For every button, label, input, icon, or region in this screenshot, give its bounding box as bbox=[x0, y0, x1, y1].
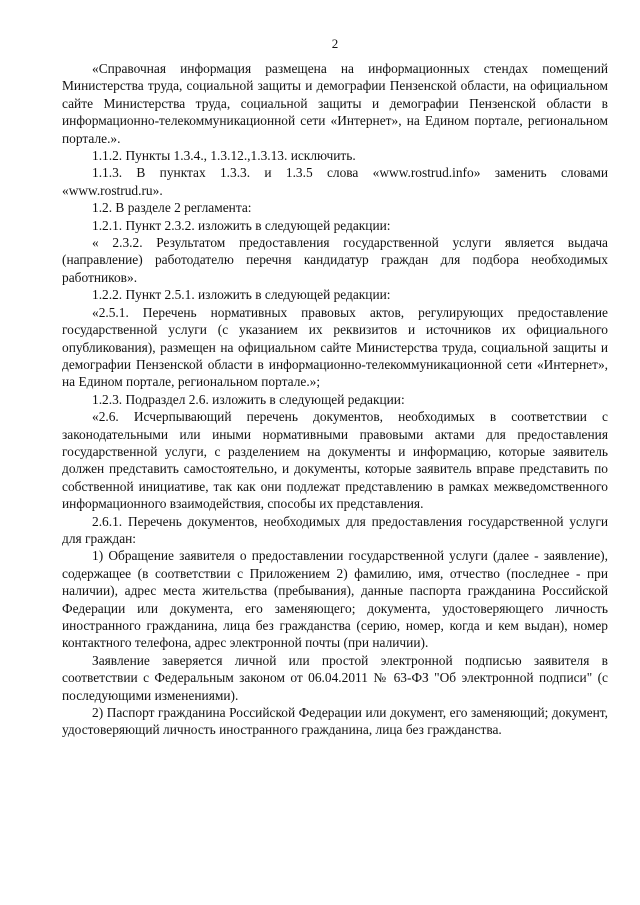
paragraph-2-3-2: « 2.3.2. Результатом предоставления государственной услуги является выдача (направление) работодателю перечня кандидатур граждан для подбора необходимых работников». bbox=[62, 235, 608, 285]
document-body bbox=[62, 60, 608, 739]
paragraph-1-2-1: 1.2.1. Пункт 2.3.2. изложить в следующей редакции: bbox=[92, 217, 391, 233]
paragraph-2-6-1: 2.6.1. Перечень документов, необходимых для предоставления государственной услуги для граждан: bbox=[62, 513, 608, 546]
paragraph-2-6: «2.6. Исчерпывающий перечень документов, необходимых в соответствии с законодательными или иными нормативными правовыми актами для предоставления государственной услуги, с разделением на документы и информацию, которые заявитель должен представить самостоятельно, и документы, которые заявитель вправе представить по собственной инициативе, так как они подлежат представлению в рамках межведомственного информационного взаимодействия, способы их представления. bbox=[62, 409, 608, 512]
paragraph-1-2: 1.2. В разделе 2 регламента: bbox=[92, 200, 252, 216]
list-item-1: 1) Обращение заявителя о предоставлении государственной услуги (далее - заявление), содержащее (в соответствии с Приложением 2) фамилию, имя, отчество (последнее - при наличии), адрес места жительства (пребывания), данные паспорта гражданина Российской Федерации или документа, его заменяющего; документа, удостоверяющего личность иностранного гражданина, лица без гражданства (серию, номер, когда и кем выдан), номер контактного телефона, адрес электронной почты (при наличии). bbox=[62, 548, 608, 651]
paragraph-1-2-2: 1.2.2. Пункт 2.5.1. изложить в следующей редакции: bbox=[92, 287, 391, 303]
paragraph-1-2-3: 1.2.3. Подраздел 2.6. изложить в следующей редакции: bbox=[92, 391, 405, 407]
paragraph-1-1-2: 1.1.2. Пункты 1.3.4., 1.3.12.,1.3.13. исключить. bbox=[92, 148, 356, 164]
paragraph-info-placement: «Справочная информация размещена на информационных стендах помещений Министерства труда, социальной защиты и демографии Пензенской области, на официальном сайте Министерства труда, социальной защиты и демографии Пензенской области в информационно-телекоммуникационной сети «Интернет», на Едином портале, региональном портале.». bbox=[62, 61, 608, 146]
paragraph-2-5-1: «2.5.1. Перечень нормативных правовых актов, регулирующих предоставление государственной услуги (с указанием их реквизитов и источников их официального опубликования), размещен на официальном сайте Министерства труда, социальной защиты и демографии Пензенской области в информационно-телекоммуникационной сети «Интернет», на Едином портале, региональном портале.»; bbox=[62, 304, 608, 390]
paragraph-1-1-3: 1.1.3. В пунктах 1.3.3. и 1.3.5 слова «www.rostrud.info» заменить словами «www.rostrud.ru». bbox=[62, 165, 608, 198]
list-item-2: 2) Паспорт гражданина Российской Федерации или документ, его заменяющий; документ, удостоверяющий личность иностранного гражданина, лица без гражданства. bbox=[62, 705, 608, 738]
page-number: 2 bbox=[331, 36, 339, 51]
paragraph-signature: Заявление заверяется личной или простой электронной подписью заявителя в соответствии с Федеральным законом от 06.04.2011 № 63-ФЗ "Об электронной подписи" (с последующими изменениями). bbox=[62, 652, 608, 703]
document-page bbox=[62, 0, 608, 905]
